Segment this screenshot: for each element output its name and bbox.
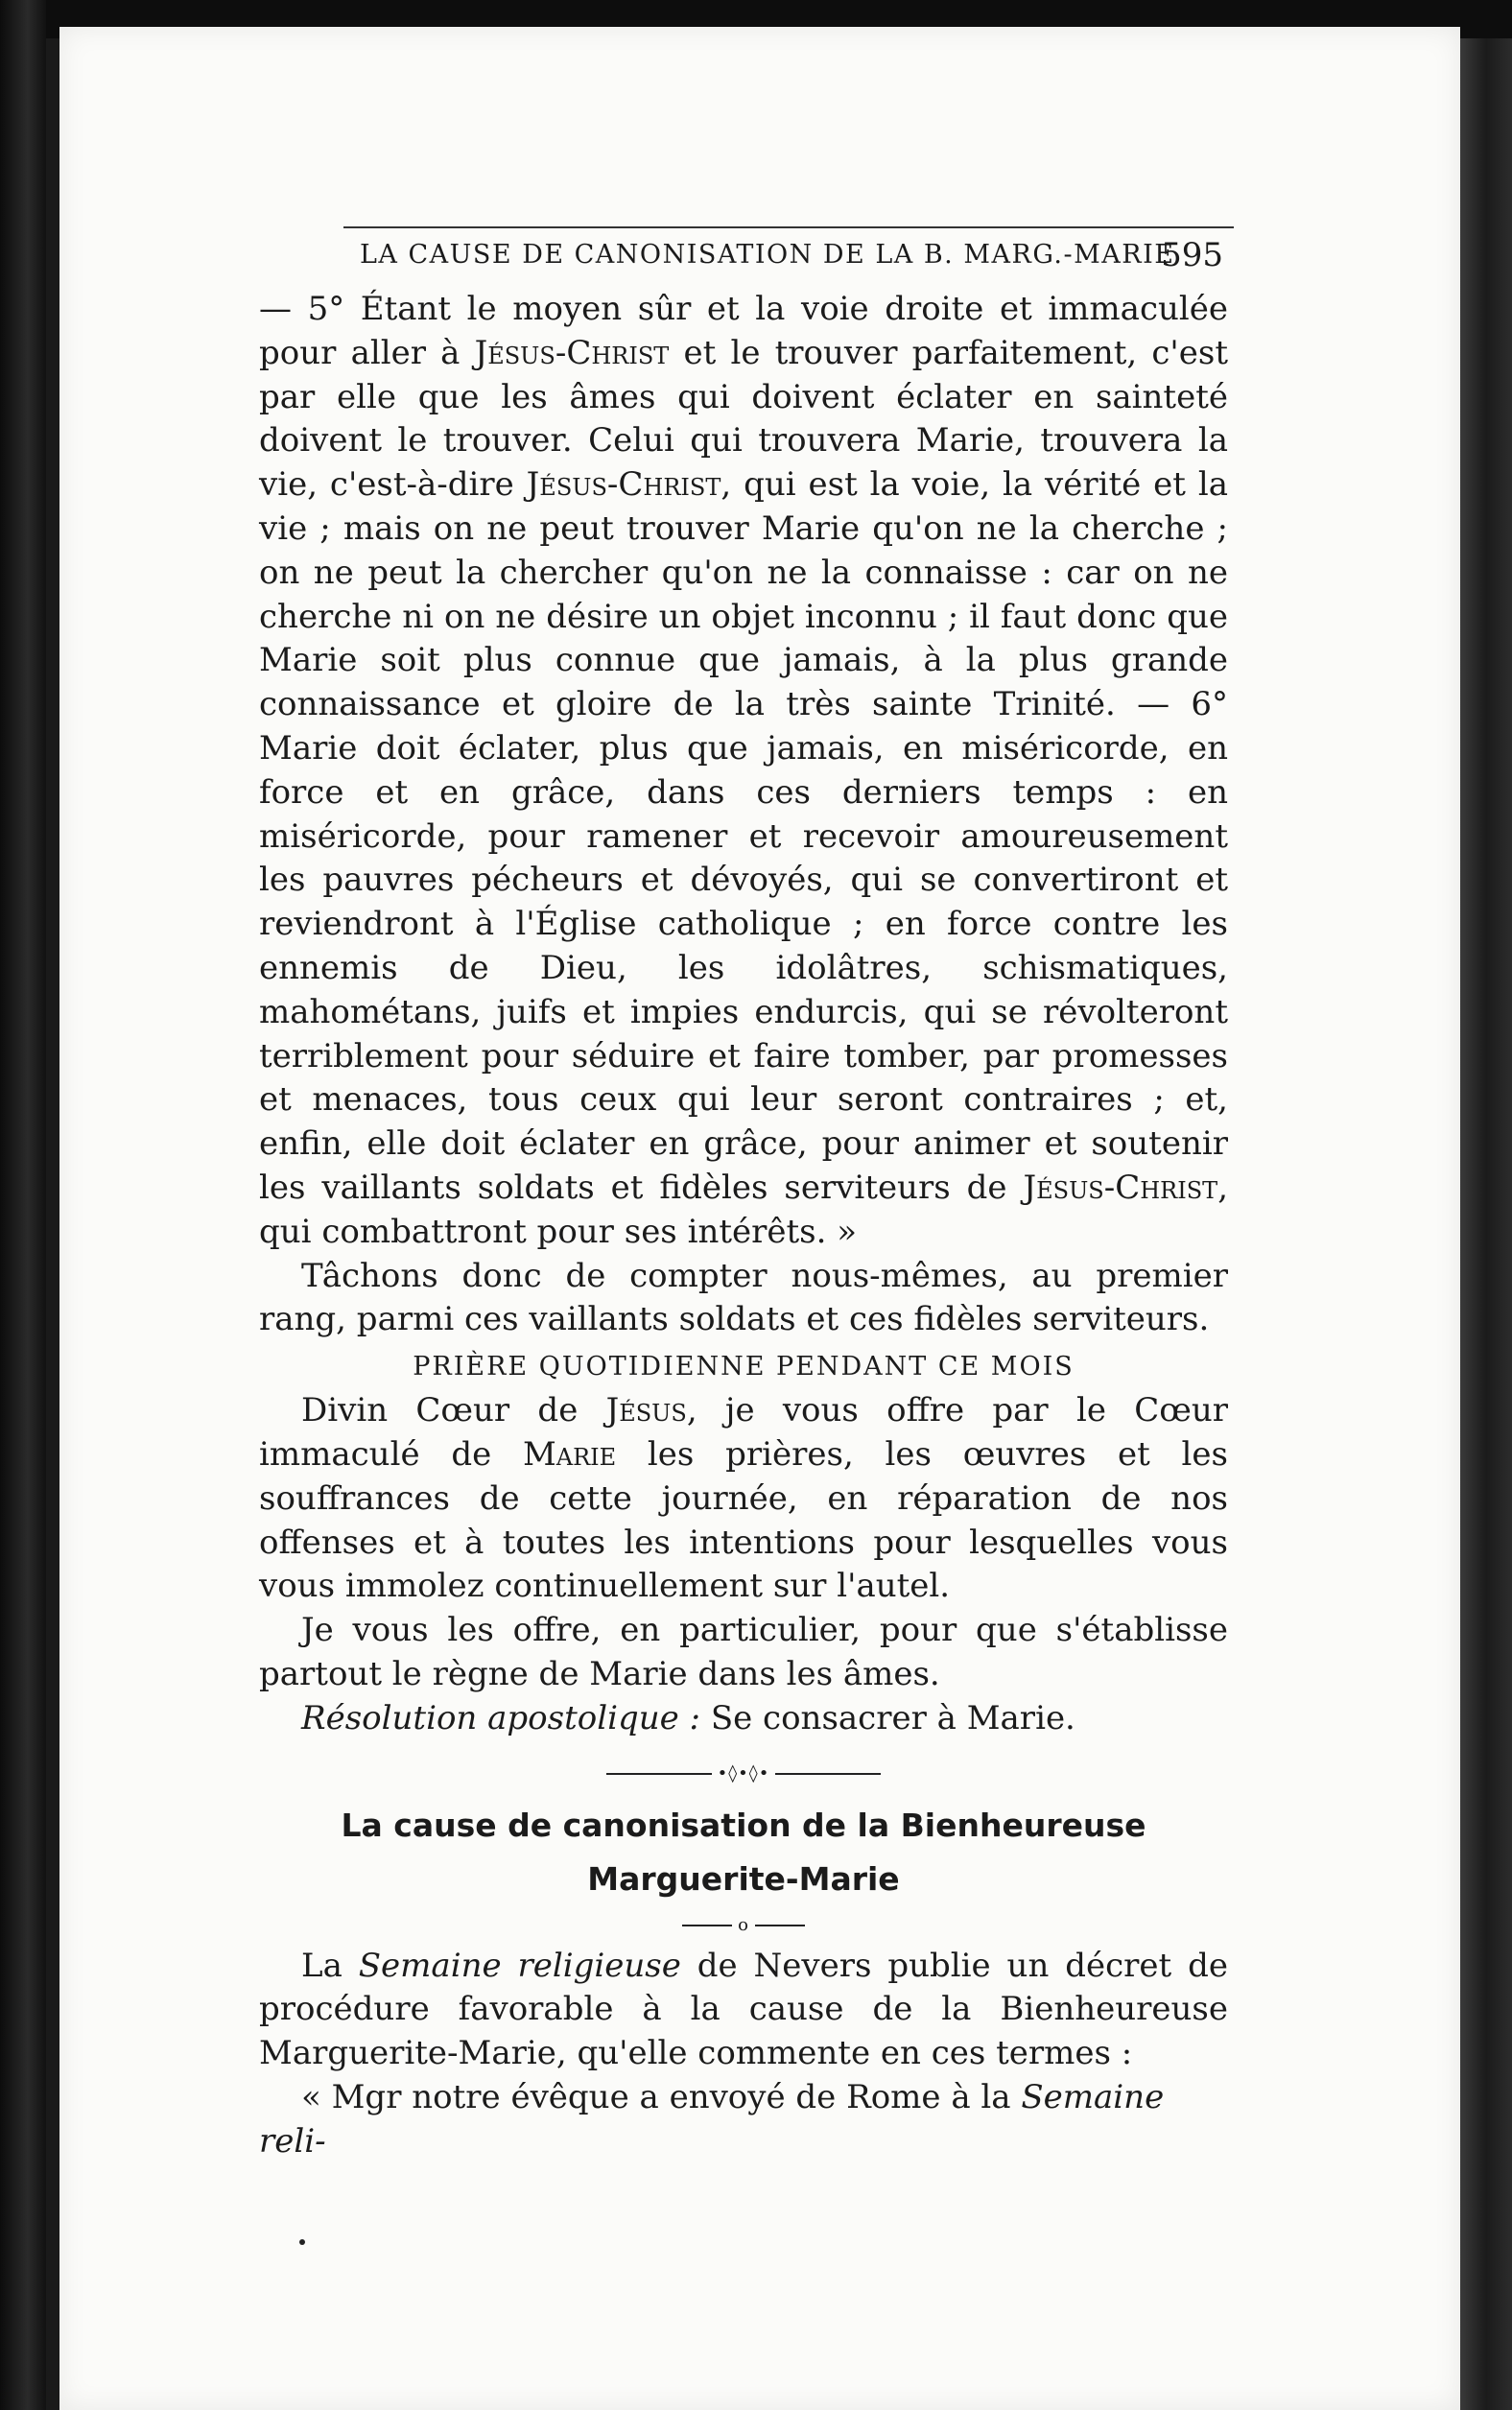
paragraph-offrande: Je vous les offre, en particulier, pour que s'établisse partout le règne de Marie dans les âmes.: [259, 1611, 1228, 1693]
divider-line: [682, 1925, 732, 1926]
name-jesus-christ: Jésus-Christ: [526, 465, 721, 505]
running-head-title: LA CAUSE DE CANONISATION DE LA B. MARG.-MARIE: [360, 240, 1175, 270]
main-text: [259, 288, 1228, 2163]
divider-circle: o: [738, 1914, 749, 1935]
divider-line: [606, 1773, 712, 1775]
name-jesus-christ: Jésus-Christ: [1023, 1168, 1218, 1207]
paragraph-priere: Divin Cœur de Jésus, je vous offre par le Cœur immaculé de Marie les prières, les œuvres et les souffrances de cette journée, en réparation de nos offenses et à toutes les intentions pour lesquelles vous vous immolez continuellement sur l'autel.: [259, 1391, 1228, 1606]
paragraph-semaine: La Semaine religieuse de Nevers publie un décret de procédure favorable à la cause de la Bienheureuse Marguerite-Marie, qu'elle commente en ces termes :: [259, 1946, 1229, 2073]
name-jesus: Jésus: [605, 1391, 687, 1430]
resolution-text: Se consacrer à Marie.: [700, 1698, 1075, 1737]
publication-title: Semaine religieuse: [358, 1946, 681, 1985]
paragraph-exhortation: Tâchons donc de compter nous-mêmes, au premier rang, parmi ces vaillants soldats et ces fidèles serviteurs.: [259, 1256, 1228, 1339]
paragraph-mgr: « Mgr notre évêque a envoyé de Rome à la Semaine reli-: [259, 2077, 1165, 2161]
running-head: [360, 236, 1223, 274]
resolution-label: Résolution apostolique :: [301, 1698, 701, 1737]
ornament-divider: [259, 1755, 1228, 1793]
scan-left-edge: [0, 0, 46, 2410]
paragraph-resolution: [259, 1697, 1228, 1741]
section-heading-priere: PRIÈRE QUOTIDIENNE PENDANT CE MOIS: [413, 1352, 1075, 1382]
article-title-line2: Marguerite-Marie: [587, 1859, 900, 1898]
scan-speck: [299, 2239, 305, 2245]
name-jesus-christ: Jésus-Christ: [474, 333, 670, 372]
divider-line: [755, 1925, 805, 1926]
scan-right-edge: [1460, 38, 1512, 2410]
ornament-mark: •◊•◊•: [717, 1762, 770, 1784]
page-number: 595: [1161, 236, 1223, 274]
small-divider: [259, 1906, 1228, 1945]
running-head-rule: [343, 226, 1234, 228]
paragraph-quotation: — 5° Étant le moyen sûr et la voie droite et immaculée pour aller à Jésus-Christ et le trouver parfaitement, c'est par elle que les âmes qui doivent éclater en sainteté doivent le trouver. Celui qui trouvera Marie, trouvera la vie, c'est-à-dire Jésus-Christ, qui est la voie, la vérité et la vie ; mais on ne peut trouver Marie qu'on ne la cherche ; on ne peut la chercher qu'on ne la connaisse : car on ne cherche ni on ne désire un objet inconnu ; il faut donc que Marie soit plus connue que jamais, à la plus grande connaissance et gloire de la très sainte Trinité. — 6° Marie doit éclater, plus que jamais, en miséricorde, en force et en grâce, dans ces derniers temps : en miséricorde, pour ramener et recevoir amoureusement les pauvres pécheurs et dévoyés, qui se convertiront et reviendront à l'Église catholique ; en force contre les ennemis de Dieu, les idolâtres, schismatiques, mahométans, juifs et impies endurcis, qui se révolteront terriblement pour séduire et faire tomber, par promesses et menaces, tous ceux qui leur seront contraires ; et, enfin, elle doit éclater en grâce, pour animer et soutenir les vaillants soldats et fidèles serviteurs de Jésus-Christ, qui combattront pour ses intérêts. »: [259, 290, 1228, 1251]
article-title-line1: La cause de canonisation de la Bienheureuse: [341, 1806, 1146, 1844]
divider-line: [775, 1773, 881, 1775]
name-marie: Marie: [522, 1434, 617, 1474]
publication-title-fragment: Semaine reli-: [259, 2077, 1165, 2161]
